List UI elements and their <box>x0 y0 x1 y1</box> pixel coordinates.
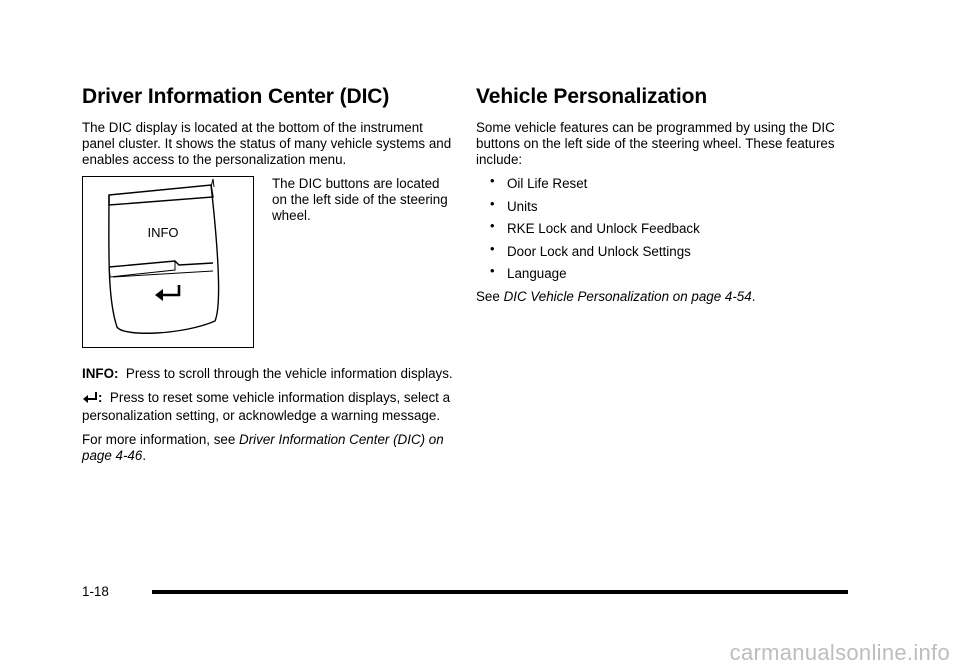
enter-arrow-icon <box>82 391 98 408</box>
more-info-paragraph <box>82 432 454 464</box>
list-item <box>476 173 866 192</box>
enter-button-icon <box>155 285 179 301</box>
see-suffix: . <box>751 288 756 304</box>
figure-caption: The DIC buttons are located on the left side of the steering wheel. <box>272 176 448 223</box>
list-item <box>476 218 866 237</box>
page-number: 1-18 <box>82 584 109 599</box>
page-footer <box>82 584 848 600</box>
enter-desc: Press to reset some vehicle information displays, select a personalization setting, or acknowledge a warning message. <box>82 390 451 423</box>
section-title-dic: Driver Information Center (DIC) <box>82 85 390 108</box>
info-button-description <box>82 366 454 382</box>
footer-rule <box>152 590 848 594</box>
right-column <box>476 84 866 313</box>
more-info-suffix: . <box>142 448 147 463</box>
bullet-icon: • <box>490 218 495 233</box>
feature-list <box>476 173 866 282</box>
dic-buttons-illustration <box>82 176 254 348</box>
dic-intro: The DIC display is located at the bottom of the instrument panel cluster. It shows the status of many vehicle systems and enables access to the personalization menu. <box>82 120 452 167</box>
bullet-icon: • <box>490 195 495 211</box>
bullet-icon: • <box>490 263 495 278</box>
see-prefix: See <box>476 288 500 304</box>
personalization-intro: Some vehicle features can be programmed by using the DIC buttons on the left side of the steering wheel. These features include: <box>476 120 835 167</box>
info-button-label: INFO <box>147 225 179 240</box>
enter-colon: : <box>98 390 103 405</box>
feature-label: Oil Life Reset <box>507 176 588 191</box>
bullet-icon: • <box>490 173 495 188</box>
bullet-icon: • <box>490 240 495 256</box>
more-info-reference: Driver Information Center (DIC) on page 4-46 <box>82 432 444 463</box>
feature-label: RKE Lock and Unlock Feedback <box>507 221 700 236</box>
feature-label: Units <box>507 198 538 214</box>
more-info-prefix: For more information, see <box>82 432 236 447</box>
section-title-personalization: Vehicle Personalization <box>476 85 708 108</box>
see-reference: DIC Vehicle Personalization on page 4-54 <box>503 288 752 304</box>
feature-label: Language <box>507 266 567 281</box>
see-reference-paragraph <box>476 289 866 305</box>
watermark: carmanualsonline.info <box>729 640 950 665</box>
list-item <box>476 240 866 260</box>
list-item <box>476 263 866 282</box>
list-item <box>476 195 866 215</box>
feature-label: Door Lock and Unlock Settings <box>507 243 691 259</box>
info-desc: Press to scroll through the vehicle information displays. <box>125 366 453 381</box>
info-term: INFO: <box>82 366 119 381</box>
enter-button-description <box>82 390 454 424</box>
left-column <box>82 84 454 472</box>
steering-wheel-buttons-icon <box>83 177 252 346</box>
dic-figure-row <box>82 176 454 366</box>
